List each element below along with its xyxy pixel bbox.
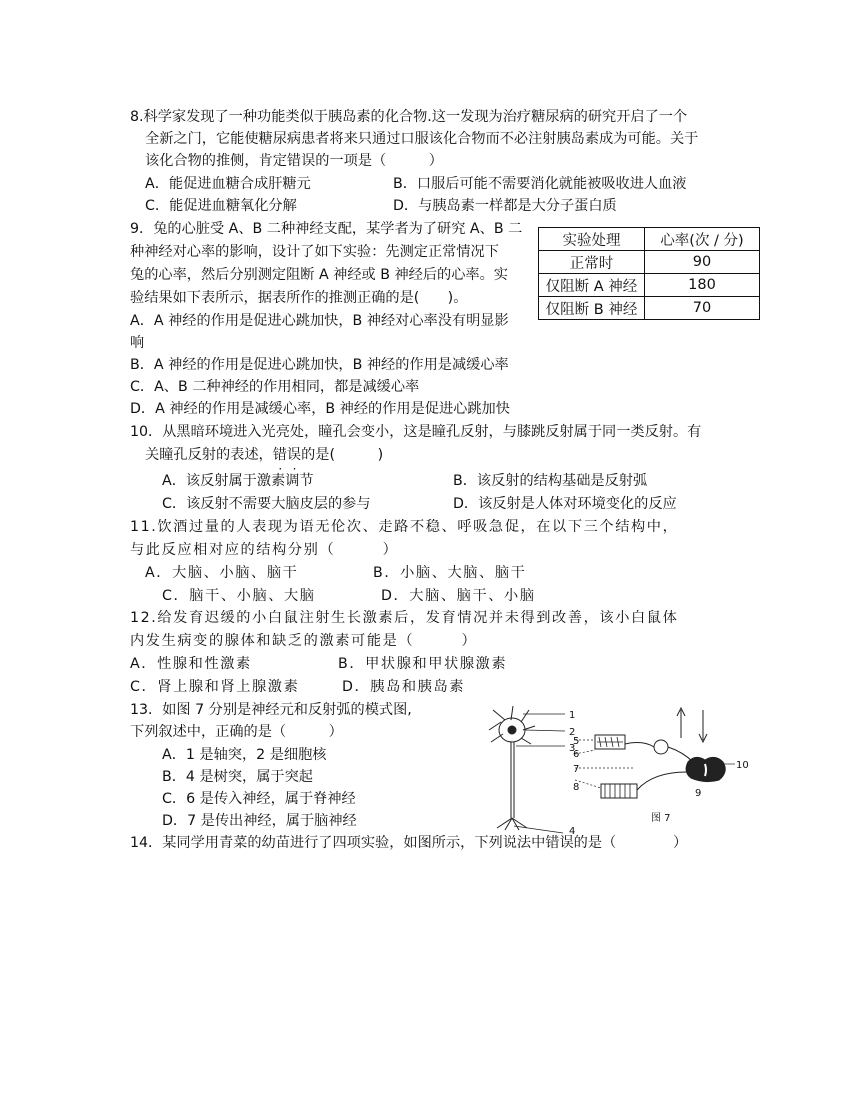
figure-label: 3 (569, 743, 576, 754)
neuron-diagram (489, 706, 565, 833)
figure-label: 10 (736, 760, 749, 771)
q11-stem-line1: 11.饮酒过量的人表现为语无伦次、走路不稳、呼吸急促，在以下三个结构中， (130, 519, 679, 535)
q13-stem-line1: 13．如图 7 分别是神经元和反射弧的模式图, (130, 702, 412, 718)
q9-option-a-line1: A．A 神经的作用是促进心跳加快，B 神经对心率没有明显影 (130, 313, 509, 329)
table-row (539, 274, 760, 297)
table-cell: 正常时 (539, 251, 645, 274)
emphasis-char: 误 (286, 447, 302, 463)
q13-stem-line2: 下列叙述中，正确的是（ ） (130, 724, 343, 740)
q12-option-c: C．肾上腺和肾上腺激素 (130, 679, 300, 695)
q11-stem-line2: 与此反应相对应的结构分别（ ） (130, 542, 399, 558)
q9-stem-line3: 兔的心率，然后分别测定阻断 A 神经或 B 神经后的心率。实 (130, 267, 508, 283)
q10-stem-text: 的是( ) (301, 447, 384, 463)
q11-option-c: C．脑干、小脑、大脑 (162, 588, 316, 604)
q10-option-a: A．该反射属于激素调节 (162, 473, 314, 489)
figure-label: 2 (569, 727, 576, 738)
table-cell: 90 (645, 251, 760, 274)
q13-option-c: C．6 是传入神经，属于脊神经 (162, 791, 356, 807)
table-header-cell: 心率(次 / 分) (645, 228, 760, 251)
figure-label: 7 (573, 764, 580, 775)
q8-option-a: A．能促进血糖合成肝糖元 (145, 176, 311, 192)
q12-stem-line1: 12.给发育迟缓的小白鼠注射生长激素后，发育情况并未得到改善，该小白鼠体 (130, 610, 679, 626)
q8-stem-line3: 该化合物的推侧，肯定错误的一项是（ ） (145, 153, 443, 169)
figure-caption: 图 7 (651, 813, 671, 824)
q9-option-a-line2: 响 (130, 335, 145, 351)
q8-stem-line1: 8.科学家发现了一种功能类似于胰岛素的化合物.这一发现为治疗糖尿病的研究开启了一个 (130, 109, 688, 125)
q11-option-d: D．大脑、脑干、小脑 (381, 588, 536, 604)
q13-option-b: B．4 是树突，属于突起 (162, 769, 313, 785)
q11-option-a: A．大脑、小脑、脑干 (145, 565, 299, 581)
q9-stem-line1: 9．兔的心脏受 A、B 二种神经支配，某学者为了研究 A、B 二 (130, 221, 523, 237)
table-cell: 180 (645, 274, 760, 297)
q10-stem-text: 关瞳孔反射的表述， (145, 447, 273, 463)
table-cell: 70 (645, 297, 760, 320)
q10-stem-line1: 10．从黑暗环境进入光亮处，瞳孔会变小，这是瞳孔反射，与膝跳反射属于同一类反射。有 (130, 424, 702, 440)
q11-option-b: B．小脑、大脑、脑干 (373, 565, 527, 581)
q13-option-a: A．1 是轴突，2 是细胞核 (162, 747, 327, 763)
q12-option-d: D．胰岛和胰岛素 (342, 679, 466, 695)
q10-option-b: B．该反射的结构基础是反射弧 (453, 473, 648, 489)
table-row (539, 297, 760, 320)
q14-stem-line1: 14．某同学用青菜的幼苗进行了四项实验，如图所示，下列说法中错误的是（ ） (130, 835, 688, 851)
reflex-arc-diagram (575, 708, 735, 798)
emphasis-char: 错 (272, 447, 287, 463)
q8-stem-line2: 全新之门，它能使糖尿病患者将来只通过口服该化合物而不必注射胰岛素成为可能。关于 (145, 131, 699, 147)
figure-7-neuron-reflex-arc (483, 700, 753, 835)
heart-rate-table (538, 227, 760, 320)
figure-label: 1 (569, 710, 576, 721)
q13-option-d: D．7 是传出神经，属于脑神经 (162, 813, 357, 829)
table-cell: 仅阻断 B 神经 (539, 297, 645, 320)
q8-option-c: C．能促进血糖氧化分解 (145, 198, 297, 214)
table-row (539, 251, 760, 274)
table-header-row (539, 228, 760, 251)
table-cell: 仅阻断 A 神经 (539, 274, 645, 297)
q10-option-c: C．该反射不需要大脑皮层的参与 (162, 496, 371, 512)
q9-stem-line2: 种神经对心率的影响，设计了如下实验：先测定正常情况下 (130, 244, 499, 260)
q12-option-a: A．性腺和性激素 (130, 656, 252, 672)
q9-option-d: D．A 神经的作用是减缓心率，B 神经的作用是促进心跳加快 (130, 401, 510, 417)
figure-label: 6 (573, 749, 580, 760)
q9-option-c: C．A、B 二种神经的作用相同，都是减缓心率 (130, 379, 420, 395)
table-header-cell: 实验处理 (539, 228, 645, 251)
q9-stem-line4: 验结果如下表所示，据表所作的推测正确的是( )。 (130, 290, 468, 306)
figure-label: 9 (695, 788, 702, 799)
q12-stem-line2: 内发生病变的腺体和缺乏的激素可能是（ ） (130, 633, 478, 649)
q10-option-d: D．该反射是人体对环境变化的反应 (453, 496, 677, 512)
figure-label: 5 (573, 736, 580, 747)
figure-label: 4 (569, 826, 576, 835)
q10-stem-line2 (145, 445, 383, 465)
q8-option-d: D．与胰岛素一样都是大分子蛋白质 (393, 198, 617, 214)
q12-option-b: B．甲状腺和甲状腺激素 (338, 656, 508, 672)
figure-label: 8 (573, 782, 580, 793)
q8-option-b: B．口服后可能不需要消化就能被吸收进人血液 (393, 176, 687, 192)
q9-option-b: B．A 神经的作用是促进心跳加快，B 神经的作用是减缓心率 (130, 357, 509, 373)
